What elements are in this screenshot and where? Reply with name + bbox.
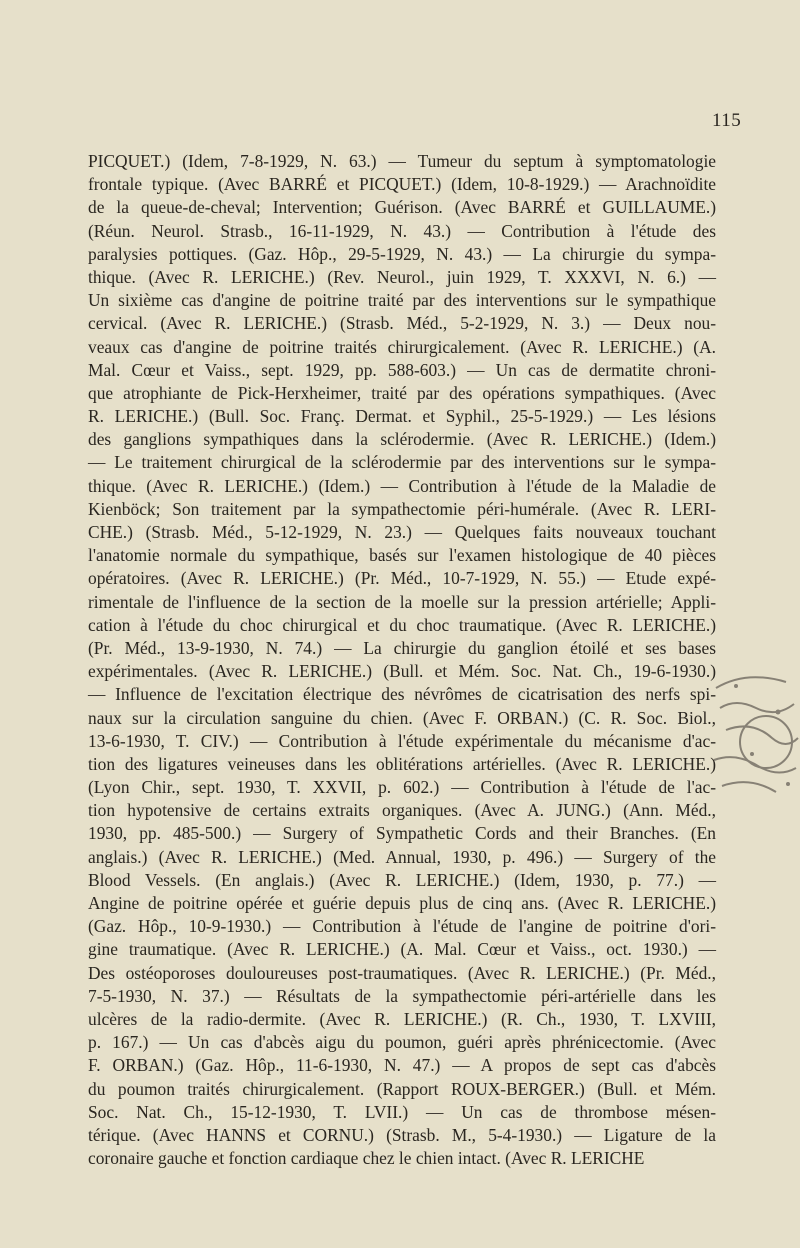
text-line: Kienböck; Son traitement par la sympathectomie péri-humérale. (Avec R. LERI- (88, 498, 716, 519)
text-line: coronaire gauche et fonction cardiaque chez le chien intact. (Avec R. LERICHE (88, 1148, 645, 1169)
text-line: tion hypotensive de certains extraits organiques. (Avec A. JUNG.) (Ann. Méd., (88, 800, 716, 821)
text-line: cervical. (Avec R. LERICHE.) (Strasb. Méd., 5-2-1929, N. 3.) — Deux nou- (88, 313, 716, 334)
text-line: paralysies pottiques. (Gaz. Hôp., 29-5-1929, N. 43.) — La chirurgie du sympa- (88, 243, 716, 264)
text-line: (Pr. Méd., 13-9-1930, N. 74.) — La chirurgie du ganglion étoilé et ses bases (88, 637, 716, 658)
text-line: R. LERICHE.) (Bull. Soc. Franç. Dermat. et Syphil., 25-5-1929.) — Les lésions (88, 406, 716, 427)
text-line: (Lyon Chir., sept. 1930, T. XXVII, p. 602.) — Contribution à l'étude de l'ac- (88, 777, 716, 798)
text-line: térique. (Avec HANNS et CORNU.) (Strasb. M., 5-4-1930.) — Ligature de la (88, 1124, 716, 1145)
text-line: anglais.) (Avec R. LERICHE.) (Med. Annual, 1930, p. 496.) — Surgery of the (88, 846, 716, 867)
text-line: rimentale de l'influence de la section de la moelle sur la pression artérielle; Appli- (88, 591, 716, 612)
text-line: du poumon traités chirurgicalement. (Rapport ROUX-BERGER.) (Bull. et Mém. (88, 1078, 716, 1099)
text-line: Soc. Nat. Ch., 15-12-1930, T. LVII.) — Un cas de thrombose mésen- (88, 1101, 716, 1122)
text-line: l'anatomie normale du sympathique, basés sur l'examen histologique de 40 pièces (88, 545, 716, 566)
text-line: expérimentales. (Avec R. LERICHE.) (Bull. et Mém. Soc. Nat. Ch., 19-6-1930.) (88, 661, 716, 682)
text-line: frontale typique. (Avec BARRÉ et PICQUET.) (Idem, 10-8-1929.) — Arachnoïdite (88, 174, 716, 195)
text-line: que atrophiante de Pick-Herxheimer, traité par des opérations sympathiques. (Avec (88, 382, 716, 403)
text-line: Angine de poitrine opérée et guérie depuis plus de cinq ans. (Avec R. LERICHE.) (88, 893, 716, 913)
text-line: Blood Vessels. (En anglais.) (Avec R. LERICHE.) (Idem, 1930, p. 77.) — (88, 869, 716, 890)
text-line: thique. (Avec R. LERICHE.) (Rev. Neurol., juin 1929, T. XXXVI, N. 6.) — (88, 266, 716, 287)
text-line: 13-6-1930, T. CIV.) — Contribution à l'étude expérimentale du mécanisme d'ac- (88, 730, 716, 751)
text-line: thique. (Avec R. LERICHE.) (Idem.) — Contribution à l'étude de la Maladie de (88, 475, 716, 496)
text-line: opératoires. (Avec R. LERICHE.) (Pr. Méd., 10-7-1929, N. 55.) — Etude expé- (88, 568, 716, 589)
text-line: PICQUET.) (Idem, 7-8-1929, N. 63.) — Tumeur du septum à symptomatologie (88, 151, 716, 171)
text-line: veaux cas d'angine de poitrine traités chirurgicalement. (Avec R. LERICHE.) (A. (88, 336, 716, 357)
text-line: ulcères de la radio-dermite. (Avec R. LERICHE.) (R. Ch., 1930, T. LXVIII, (88, 1008, 716, 1029)
text-line: naux sur la circulation sanguine du chien. (Avec F. ORBAN.) (C. R. Soc. Biol., (88, 707, 716, 728)
text-line: de la queue-de-cheval; Intervention; Guérison. (Avec BARRÉ et GUILLAUME.) (88, 197, 716, 218)
text-line: Un sixième cas d'angine de poitrine traité par des interventions sur le sympathique (88, 290, 716, 311)
text-line: 1930, pp. 485-500.) — Surgery of Sympathetic Cords and their Branches. (En (88, 823, 716, 844)
text-line: cation à l'étude du choc chirurgical et du choc traumatique. (Avec R. LERICHE.) (88, 614, 716, 635)
text-line: tion des ligatures veineuses dans les oblitérations artérielles. (Avec R. LERICHE.) (88, 753, 716, 774)
text-line: F. ORBAN.) (Gaz. Hôp., 11-6-1930, N. 47.) — A propos de sept cas d'abcès (88, 1055, 716, 1076)
text-line: p. 167.) — Un cas d'abcès aigu du poumon, guéri après phrénicectomie. (Avec (88, 1032, 716, 1053)
text-line: (Gaz. Hôp., 10-9-1930.) — Contribution à l'étude de l'angine de poitrine d'ori- (88, 916, 716, 937)
page-number: 115 (712, 110, 742, 131)
library-stamp (706, 668, 800, 810)
text-line: Des ostéoporoses douloureuses post-traumatiques. (Avec R. LERICHE.) (Pr. Méd., (88, 962, 716, 983)
text-line: Mal. Cœur et Vaiss., sept. 1929, pp. 588-603.) — Un cas de dermatite chroni- (88, 359, 716, 380)
text-line: 7-5-1930, N. 37.) — Résultats de la sympathectomie péri-artérielle dans les (88, 985, 716, 1006)
text-line: gine traumatique. (Avec R. LERICHE.) (A. Mal. Cœur et Vaiss., oct. 1930.) — (88, 939, 716, 960)
text-line: des ganglions sympathiques dans la sclérodermie. (Avec R. LERICHE.) (Idem.) (88, 429, 716, 450)
text-line: (Réun. Neurol. Strasb., 16-11-1929, N. 43.) — Contribution à l'étude des (88, 220, 716, 241)
text-line: — Le traitement chirurgical de la sclérodermie par des interventions sur le sympa- (88, 452, 716, 473)
bibliography-text (88, 150, 716, 1170)
text-line: CHE.) (Strasb. Méd., 5-12-1929, N. 23.) — Quelques faits nouveaux touchant (88, 522, 716, 542)
text-line: — Influence de l'excitation électrique des névrômes de cicatrisation des nerfs spi- (88, 684, 716, 705)
